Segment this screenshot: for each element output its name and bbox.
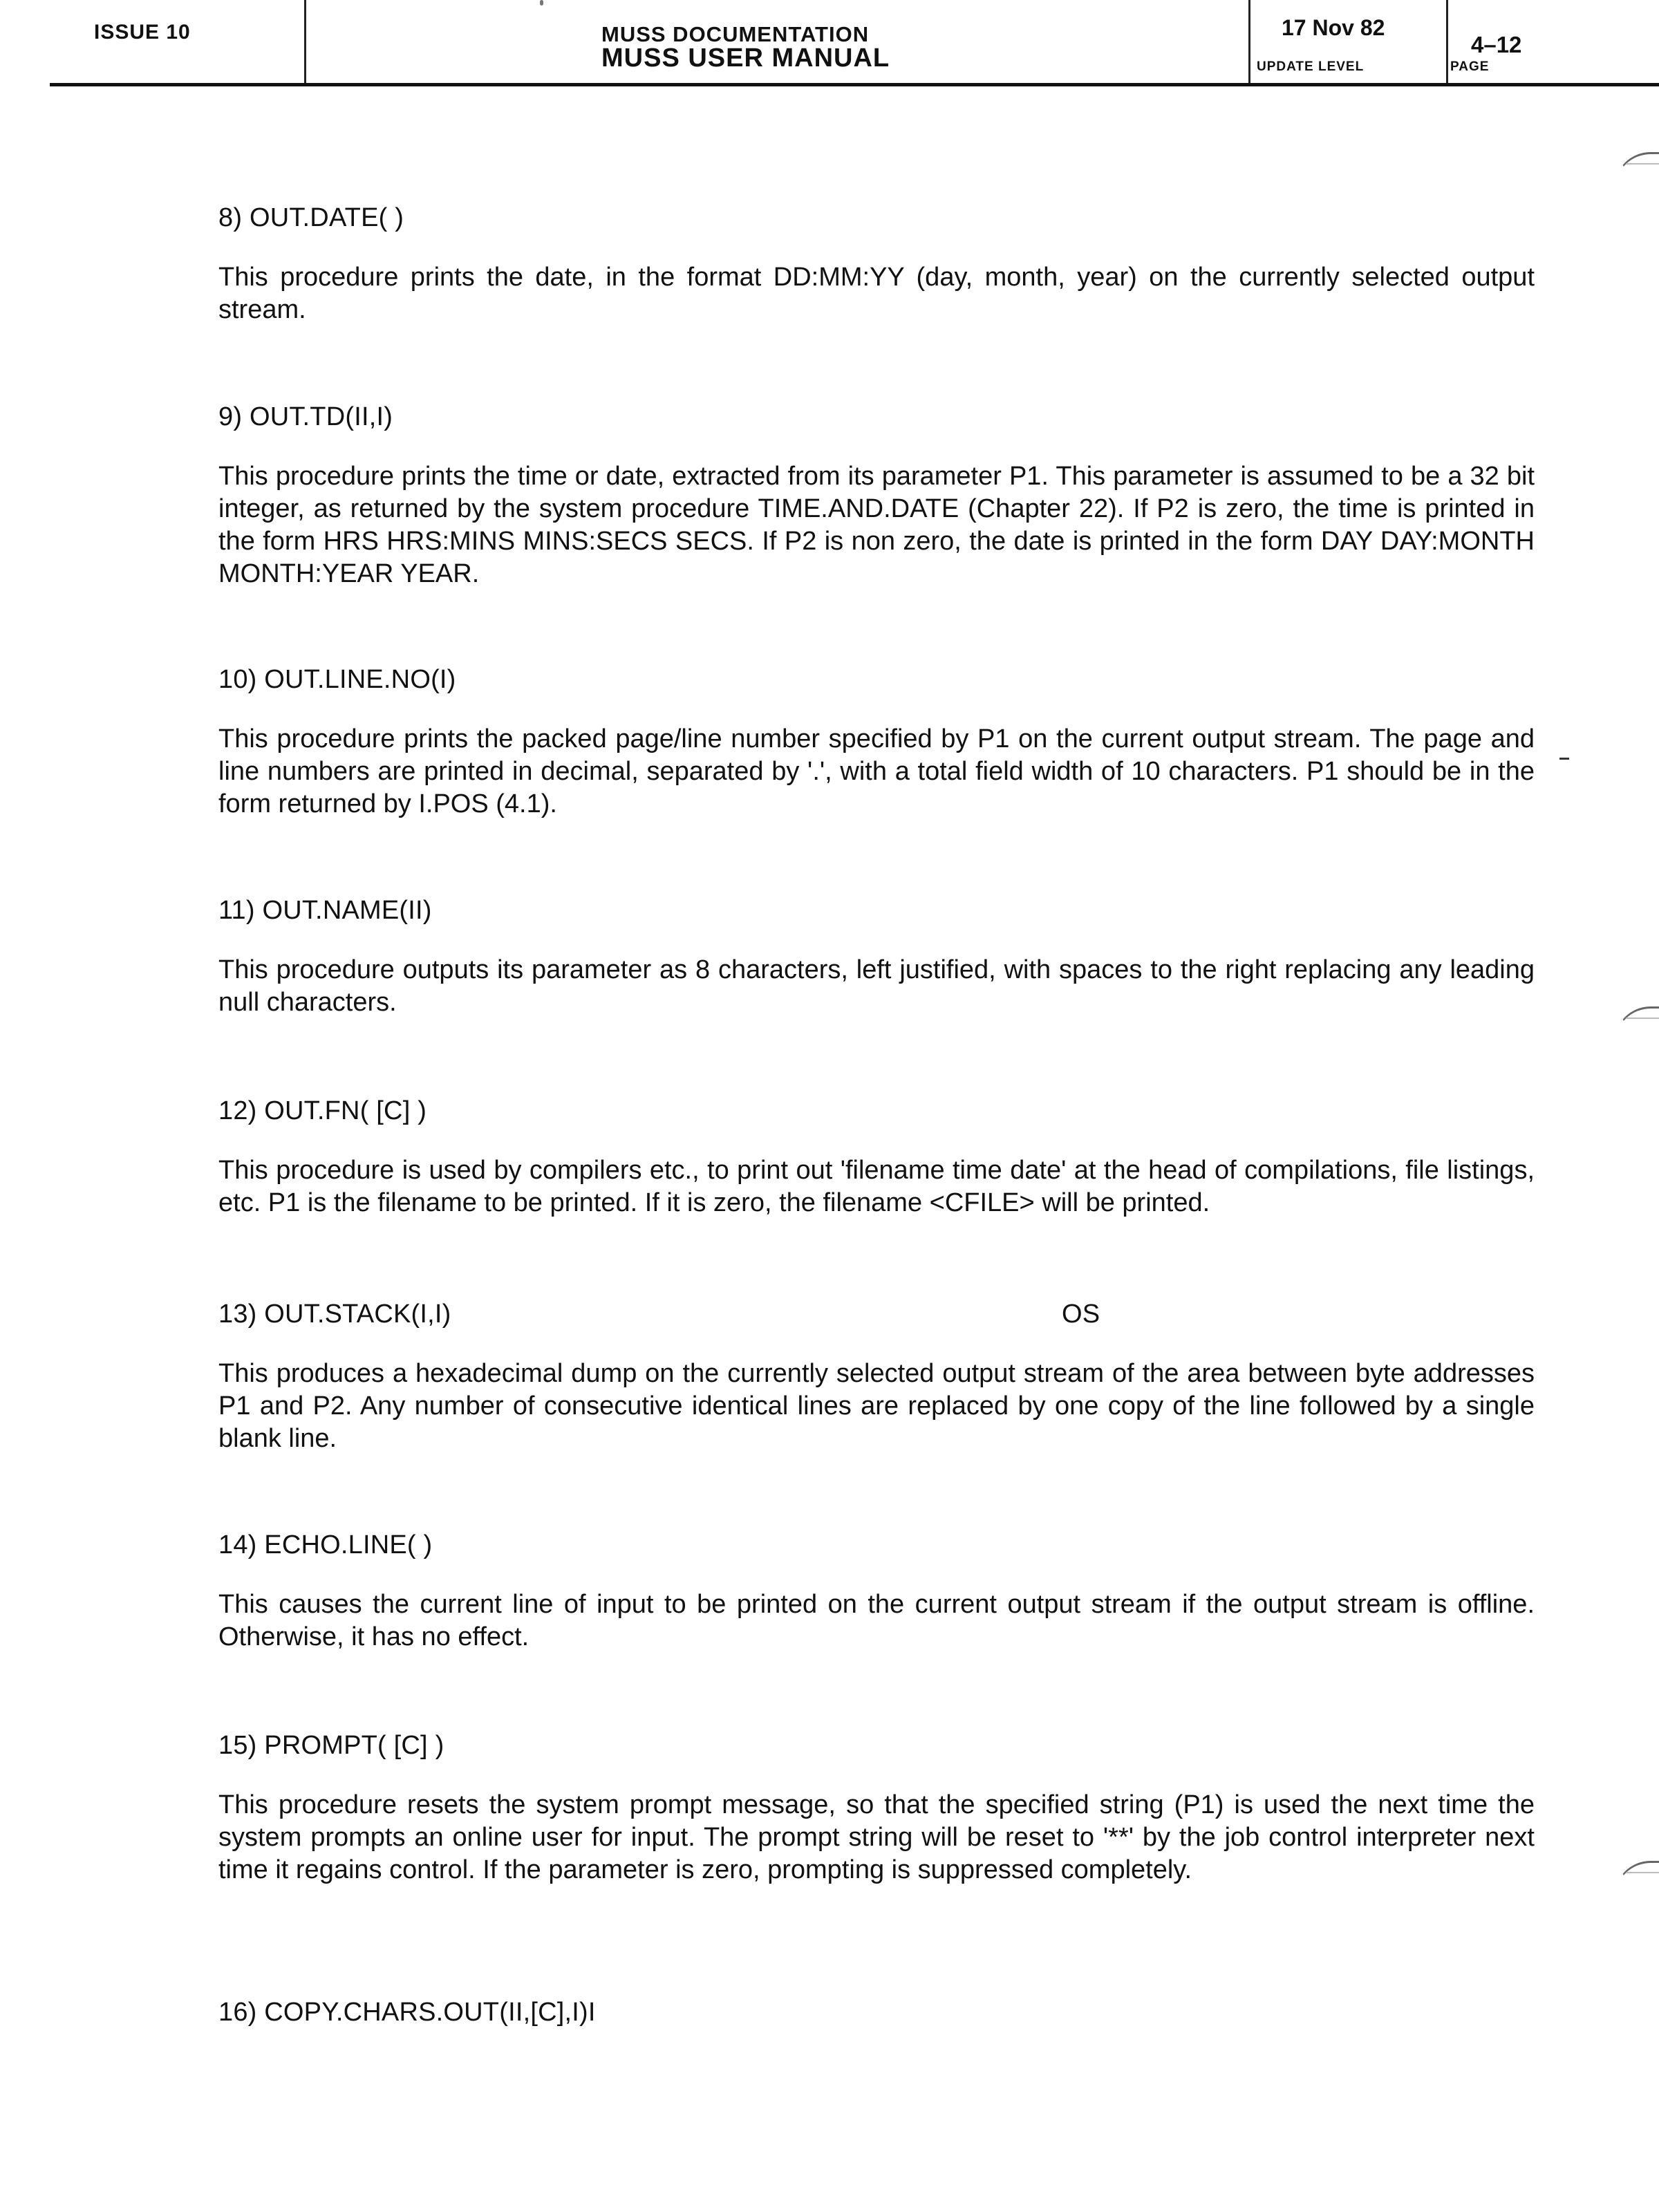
procedure-description: This causes the current line of input to be printed on the current output stream if the output stream is offline. Otherwise, it has no effect. [218, 1590, 1535, 1651]
page-label: PAGE [1450, 59, 1490, 74]
os-tag: OS [1062, 1300, 1100, 1329]
procedure-description: This produces a hexadecimal dump on the currently selected output stream of the area between byte addresses P1 and P2. Any number of consecutive identical lines are replaced by one copy of the line followed by a single blank line. [218, 1359, 1535, 1453]
binder-hole-mark [1626, 1018, 1659, 1019]
procedure-description: This procedure outputs its parameter as 8 characters, left justified, with spaces to the right replacing any leading null characters. [218, 955, 1535, 1017]
procedure-section [218, 894, 1535, 1019]
header-divider [1446, 0, 1448, 84]
binder-hole-mark [1626, 1872, 1659, 1873]
procedure-heading: 15) PROMPT( [C] ) [218, 1731, 444, 1760]
binder-hole-mark [1614, 1006, 1659, 1043]
procedure-description: This procedure is used by compilers etc., to print out 'filename time date' at the head of compilations, file listings, etc. P1 is the filename to be printed. If it is zero, the filename <CFILE> will be printed. [218, 1156, 1535, 1217]
binder-hole-mark [1626, 163, 1659, 165]
procedure-heading [218, 1298, 1535, 1330]
scan-speck [540, 0, 543, 6]
procedure-heading: 12) OUT.FN( [C] ) [218, 1096, 427, 1125]
update-date: 17 Nov 82 [1282, 15, 1385, 40]
document-title-line1: MUSS DOCUMENTATION [601, 22, 870, 46]
procedure-section [218, 1730, 1535, 1886]
procedure-description: This procedure prints the time or date, extracted from its parameter P1. This parameter is assumed to be a 32 bit integer, as returned by the system procedure TIME.AND.DATE (Chapter 22). If P2 is zero, the time is printed in the form HRS HRS:MINS MINS:SECS SECS. If P2 is non zero, the date is printed in the form DAY DAY:MONTH MONTH:YEAR YEAR. [218, 462, 1535, 588]
procedure-section [218, 1095, 1535, 1219]
procedure-section [218, 1298, 1535, 1455]
page-header [0, 0, 1659, 87]
procedure-heading: 10) OUT.LINE.NO(I) [218, 665, 456, 694]
procedure-heading: 14) ECHO.LINE( ) [218, 1530, 433, 1559]
update-level-label: UPDATE LEVEL [1257, 59, 1365, 74]
procedure-heading-text: 13) OUT.STACK(I,I) [218, 1300, 451, 1329]
header-divider [304, 0, 306, 84]
procedure-heading: 8) OUT.DATE( ) [218, 203, 404, 232]
procedure-heading: 16) COPY.CHARS.OUT(II,[C],I)I [218, 1998, 596, 2027]
margin-mark [1559, 758, 1569, 760]
header-rule [50, 83, 1659, 86]
procedure-section [218, 664, 1535, 821]
procedure-heading: 9) OUT.TD(II,I) [218, 402, 393, 431]
page-number: 4–12 [1471, 32, 1522, 57]
procedure-description: This procedure prints the date, in the format DD:MM:YY (day, month, year) on the currently selected output stream. [218, 263, 1535, 324]
procedure-section [218, 1529, 1535, 1653]
procedure-section [218, 1996, 1535, 2028]
issue-label: ISSUE 10 [94, 21, 191, 44]
procedure-heading: 11) OUT.NAME(II) [218, 896, 432, 925]
document-title [601, 24, 890, 71]
procedure-description: This procedure resets the system prompt message, so that the specified string (P1) is used the next time the system prompts an online user for input. The prompt string will be reset to '**' by the job control interpreter next time it regains control. If the parameter is zero, prompting is suppressed completely. [218, 1790, 1535, 1884]
procedure-description: This procedure prints the packed page/line number specified by P1 on the current output stream. The page and line numbers are printed in decimal, separated by '.', with a total field width of 10 characters. P1 should be in the form returned by I.POS (4.1). [218, 724, 1535, 818]
binder-hole-mark [1614, 1861, 1659, 1897]
header-divider [1248, 0, 1250, 84]
procedure-section [218, 401, 1535, 590]
binder-hole-mark [1614, 152, 1659, 189]
document-title-line2: MUSS USER MANUAL [601, 44, 890, 73]
procedure-section [218, 202, 1535, 326]
